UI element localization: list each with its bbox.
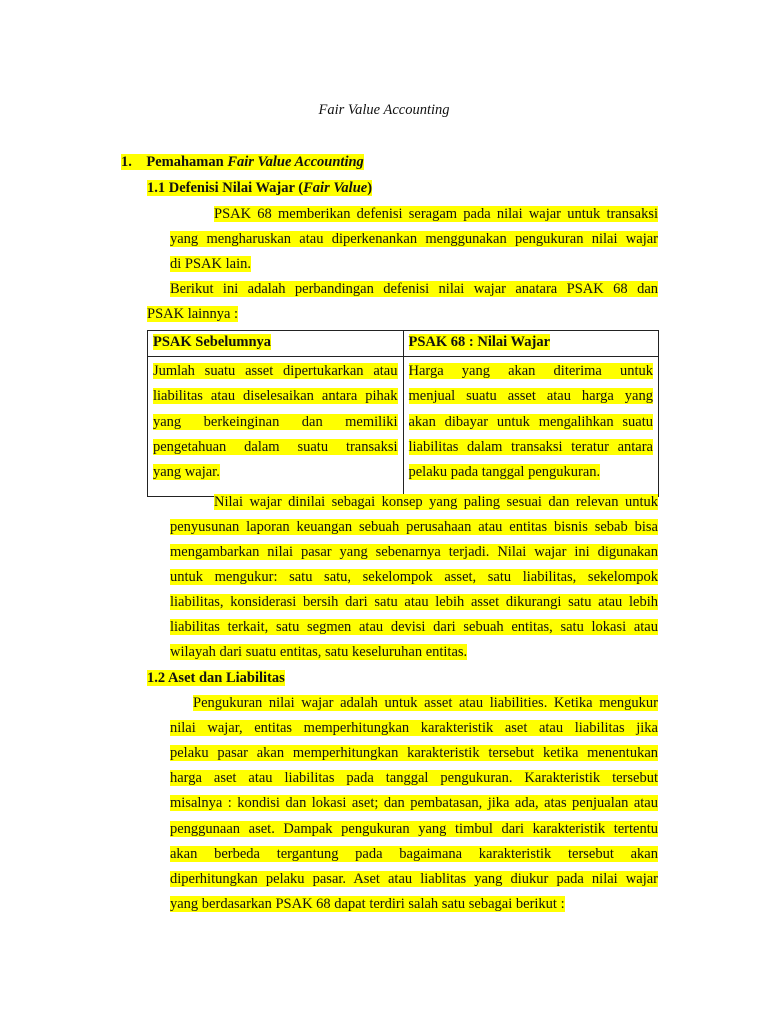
para4-line-5: misalnya : kondisi dan lokasi aset; dan pembatasan, jika ada, atas penjualan atau bbox=[170, 795, 658, 811]
cell-line: pengetahuan dalam suatu transaksi bbox=[153, 438, 398, 455]
para4-line-4: harga aset atau liabilitas pada tanggal pengukuran. Karakteristik tersebut bbox=[170, 770, 658, 786]
cell-line: akan dibayar untuk mengalihkan suatu bbox=[408, 413, 653, 430]
para3-line-6: liabilitas terkait, satu segmen atau devisi dari sebuah entitas, satu lokasi atau bbox=[170, 619, 658, 635]
table-cell-left bbox=[148, 357, 404, 497]
table-header-cell: PSAK 68 : Nilai Wajar bbox=[403, 331, 659, 357]
para4-line-1: Pengukuran nilai wajar adalah untuk asset atau liabilities. Ketika mengukur bbox=[193, 695, 658, 711]
section-1-heading: 1. Pemahaman Fair Value Accounting bbox=[121, 154, 364, 170]
para3-line-4: untuk mengukur: satu satu, sekelompok asset, satu liabilitas, sekelompok bbox=[170, 569, 658, 585]
table-header-cell: PSAK Sebelumnya bbox=[148, 331, 404, 357]
cell-line: Harga yang akan diterima untuk bbox=[408, 363, 653, 379]
para3-line-3: mengambarkan nilai pasar yang sebenarnya terjadi. Nilai wajar ini digunakan bbox=[170, 544, 658, 560]
cell-line: yang berkeinginan dan memiliki bbox=[153, 413, 398, 430]
cell-line: liabilitas atau diselesaikan antara pihak bbox=[153, 388, 398, 405]
para4-line-7: akan berbeda tergantung pada bagaimana karakteristik tersebut akan bbox=[170, 846, 658, 862]
cell-line: pelaku pada tanggal pengukuran. bbox=[408, 464, 601, 481]
table-cell-right bbox=[403, 357, 659, 497]
table-header-row bbox=[148, 331, 659, 357]
para4-line-9: yang berdasarkan PSAK 68 dapat terdiri salah satu sebagai berikut : bbox=[170, 896, 565, 912]
para1-line-3: di PSAK lain. bbox=[170, 256, 251, 272]
para3-line-2: penyusunan laporan keuangan sebuah perusahaan atau entitas bisnis sebab bisa bbox=[170, 519, 658, 535]
para3-line-5: liabilitas, konsiderasi bersih dari satu atau lebih asset dikurangi satu atau lebih bbox=[170, 594, 658, 610]
subsection-1-2-heading: 1.2 Aset dan Liabilitas bbox=[147, 670, 285, 686]
para2-line-1: Berikut ini adalah perbandingan defenisi nilai wajar anatara PSAK 68 dan bbox=[170, 281, 658, 297]
para4-line-3: pelaku pasar akan memperhitungkan karakteristik tersebut ketika menentukan bbox=[170, 745, 658, 761]
table-row bbox=[148, 357, 659, 497]
cell-line: menjual suatu asset atau harga yang bbox=[408, 388, 653, 405]
comparison-table bbox=[147, 330, 659, 497]
para3-line-7: wilayah dari suatu entitas, satu keseluruhan entitas. bbox=[170, 644, 468, 660]
subsection-1-1-heading: 1.1 Defenisi Nilai Wajar (Fair Value) bbox=[147, 180, 373, 196]
para4-line-8: diperhitungkan pelaku pasar. Aset atau liablitas yang diukur pada nilai wajar bbox=[170, 871, 658, 887]
para1-line-2: yang mengharuskan atau diperkenankan menggunakan pengukuran nilai wajar bbox=[170, 231, 658, 247]
cell-line: yang wajar. bbox=[153, 464, 220, 481]
para1-line-1: PSAK 68 memberikan defenisi seragam pada nilai wajar untuk transaksi bbox=[214, 206, 658, 222]
cell-line: Jumlah suatu asset dipertukarkan atau bbox=[153, 363, 398, 379]
para2-line-2: PSAK lainnya : bbox=[147, 306, 239, 322]
document-title: Fair Value Accounting bbox=[318, 102, 450, 118]
cell-line: liabilitas dalam transaksi teratur antara bbox=[408, 438, 653, 455]
para3-line-1: Nilai wajar dinilai sebagai konsep yang paling sesuai dan relevan untuk bbox=[214, 494, 658, 510]
para4-line-2: nilai wajar, entitas memperhitungkan karakteristik aset atau liabilitas jika bbox=[170, 720, 658, 736]
para4-line-6: penggunaan aset. Dampak pengukuran yang timbul dari karakteristik tertentu bbox=[170, 821, 658, 837]
